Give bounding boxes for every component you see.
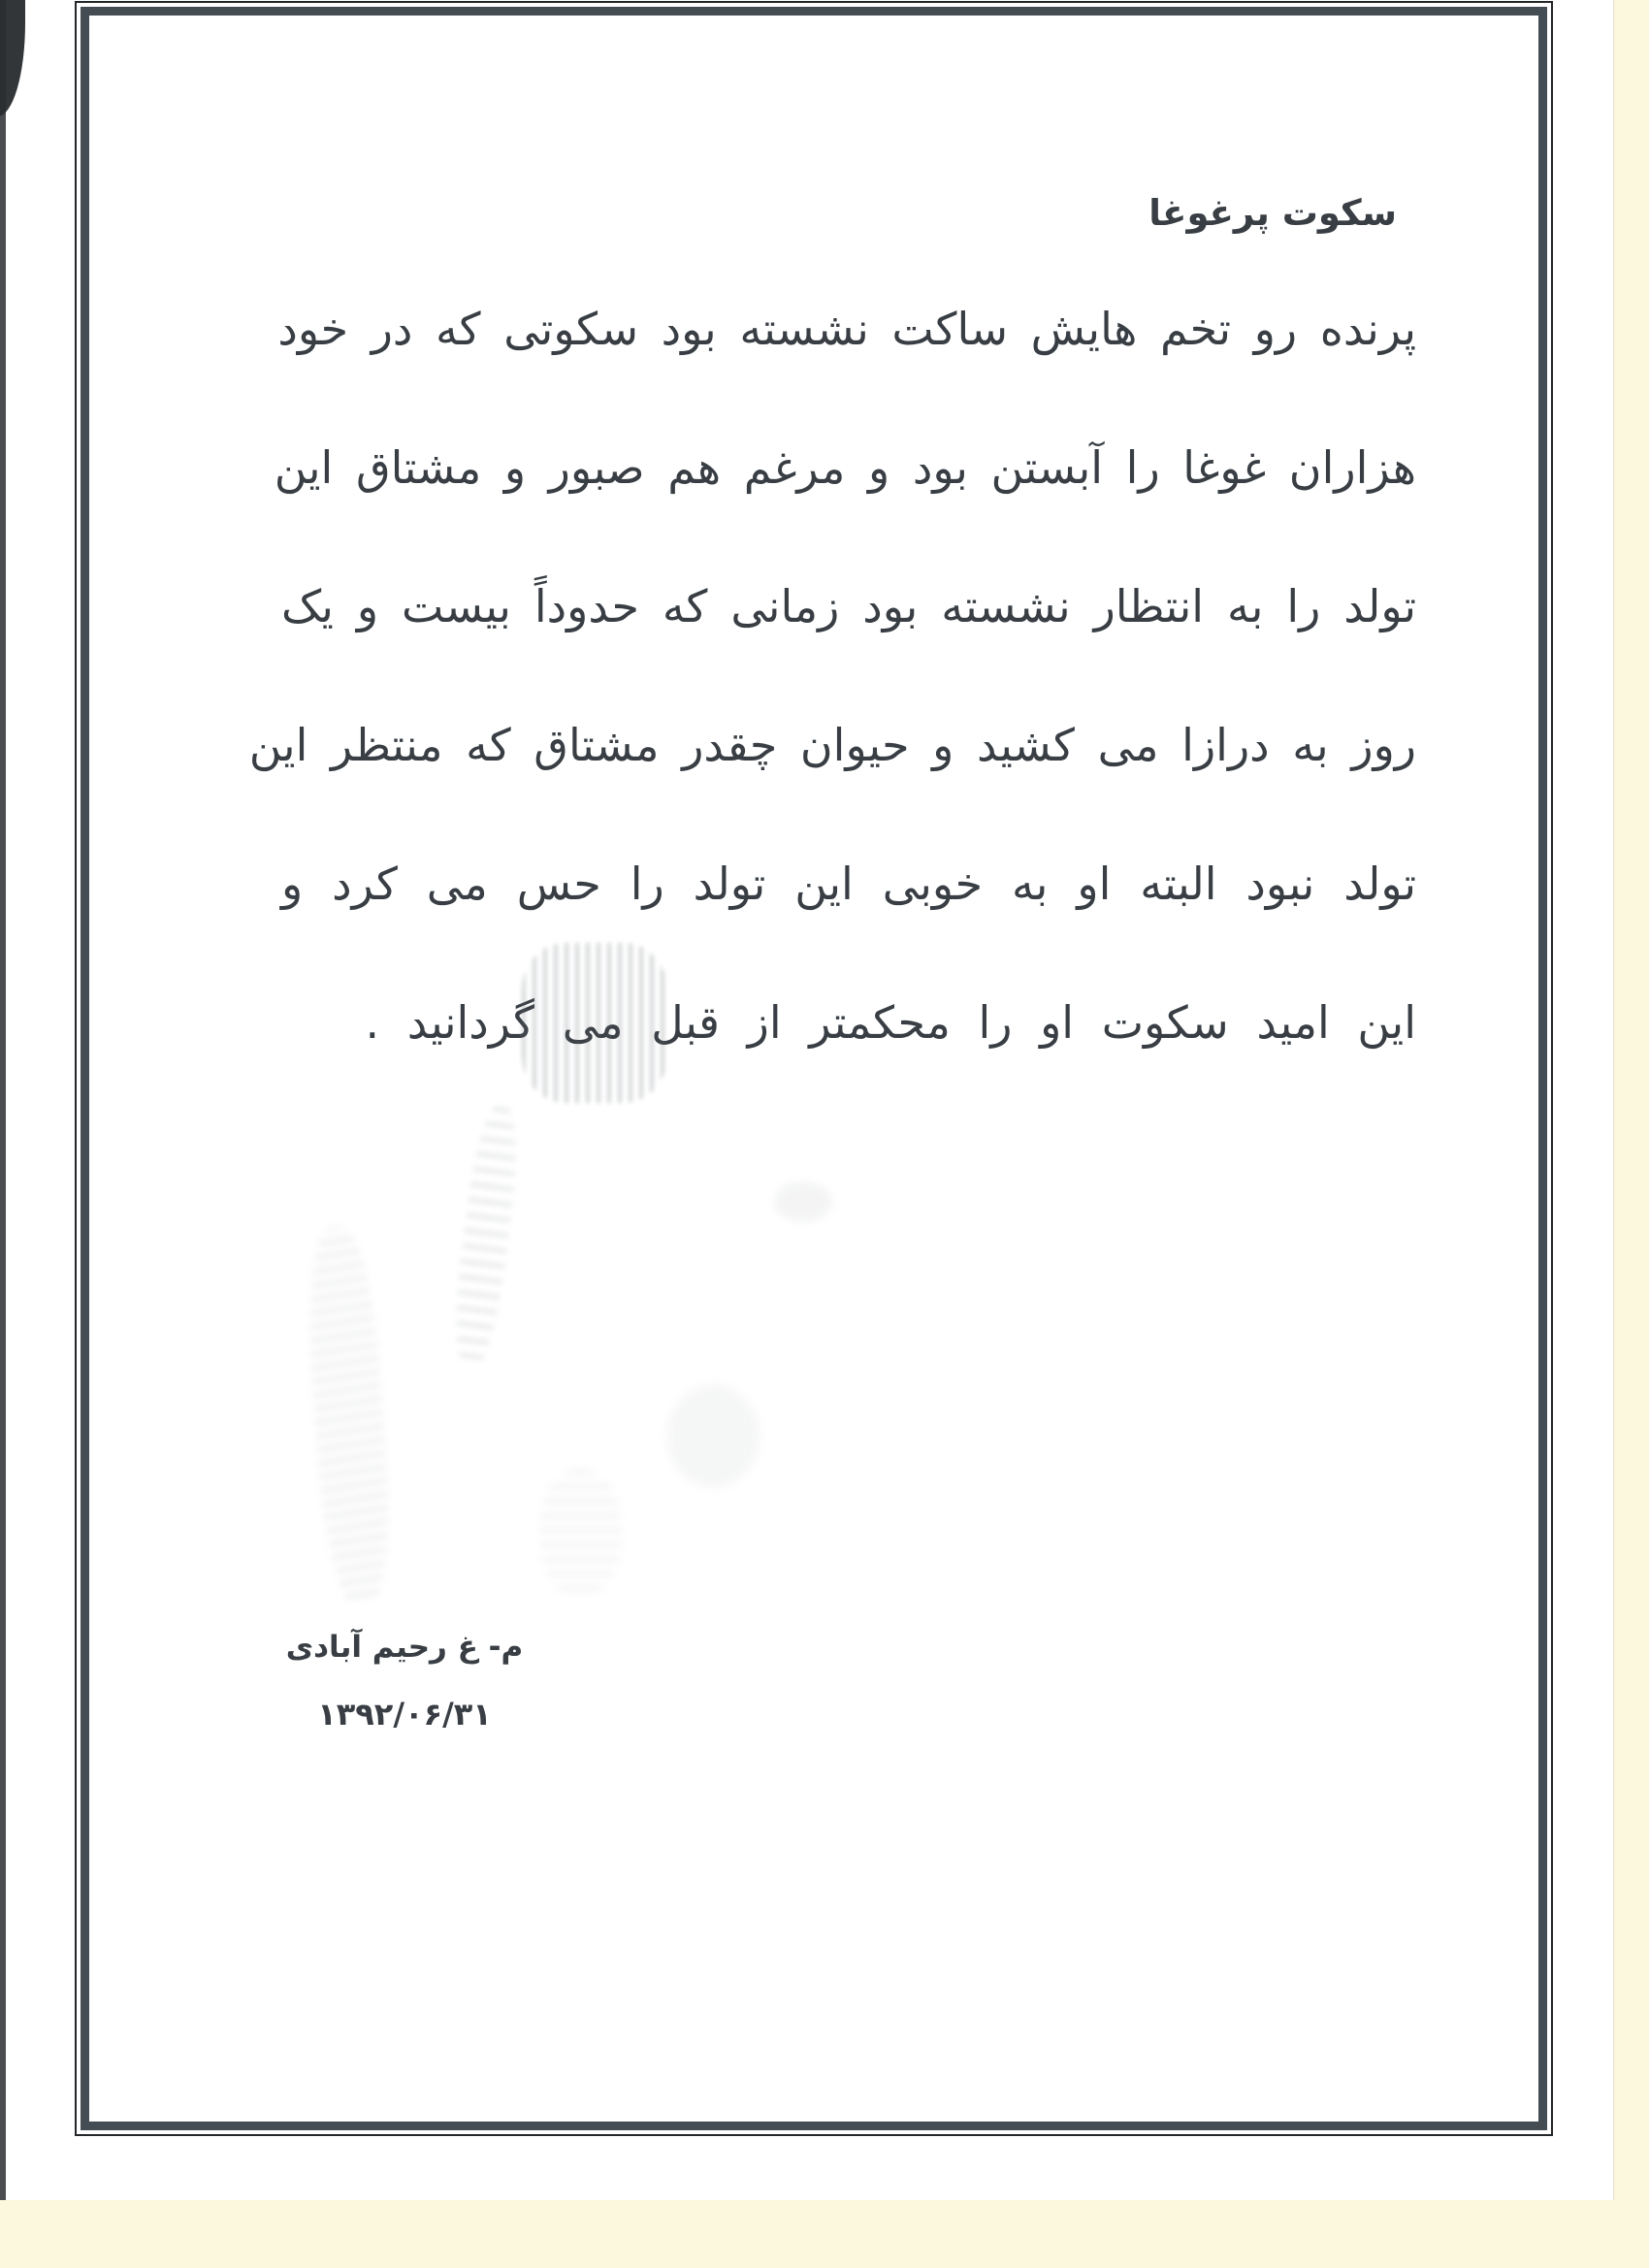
paragraph-line-last: این امید سکوت او را محکمتر از قبل می گردانید .: [365, 996, 1416, 1049]
body-paragraph: [248, 260, 1416, 1092]
paragraph-line: هزاران غوغا را آبستن بود و مرغم هم صبور و مشتاق این: [274, 441, 1416, 494]
signature-date: ۱۳۹۲/۰۶/۳۱: [317, 1696, 492, 1733]
document-title: سکوت پرغوغا: [1148, 192, 1397, 234]
paragraph-line: تولد را به انتظار نشسته بود زمانی که حدوداً بیست و یک: [281, 580, 1416, 632]
paragraph-line: روز به درازا می کشید و حیوان چقدر مشتاق که منتظر این: [248, 719, 1416, 771]
scan-left-edge-artifact: [0, 0, 6, 2200]
signature-block: [235, 1630, 574, 1733]
signature-name: م- غ رحیم آبادی: [285, 1630, 524, 1665]
paragraph-line: تولد نبود البته او به خوبی این تولد را حس می کرد و: [281, 858, 1416, 910]
paragraph-line: پرنده رو تخم هایش ساکت نشسته بود سکوتی که در خود: [277, 303, 1416, 355]
